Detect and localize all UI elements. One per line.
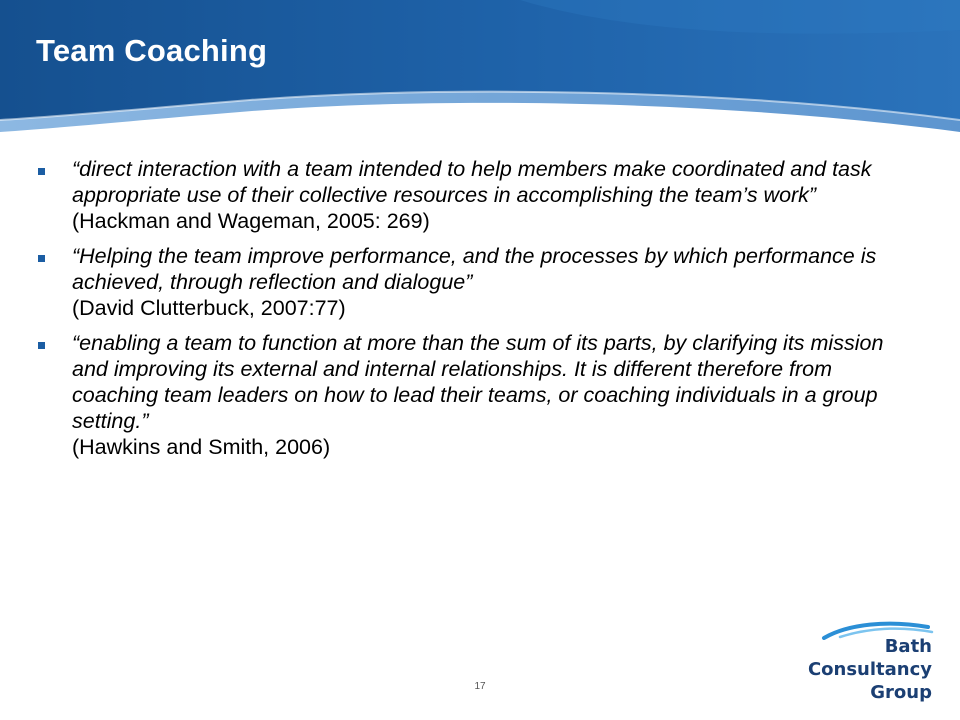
bullet-quote: “direct interaction with a team intended to help members make coordinated and task appropriate use of their collective resources in accomplishing the team’s work” <box>72 157 872 207</box>
company-logo <box>807 618 938 710</box>
square-bullet-icon <box>38 255 45 262</box>
bullet-item <box>38 243 918 321</box>
bullet-citation: (Hawkins and Smith, 2006) <box>72 435 331 459</box>
bullet-citation: (Hackman and Wageman, 2005: 269) <box>72 209 430 233</box>
logo-text-line: Bath <box>884 636 932 657</box>
bullet-quote: “enabling a team to function at more than the sum of its parts, by clarifying its mission and improving its external and internal relationships. It is different therefore from coaching team leaders on how to lead their teams, or coaching individuals in a group setting.” <box>72 331 884 433</box>
logo-text-line: Group <box>870 682 932 703</box>
header-banner <box>0 0 960 150</box>
bullet-quote: “Helping the team improve performance, and the processes by which performance is achieved, through reflection and dialogue” <box>72 244 877 294</box>
bullet-item <box>38 330 918 460</box>
square-bullet-icon <box>38 342 45 349</box>
logo-text-line: Consultancy <box>807 659 932 680</box>
slide-title: Team Coaching <box>36 33 268 68</box>
page-number: 17 <box>474 681 486 692</box>
header-wave-graphic <box>0 0 960 150</box>
bullet-list <box>38 156 918 469</box>
square-bullet-icon <box>38 168 45 175</box>
bullet-item <box>38 156 918 234</box>
bullet-citation: (David Clutterbuck, 2007:77) <box>72 296 346 320</box>
